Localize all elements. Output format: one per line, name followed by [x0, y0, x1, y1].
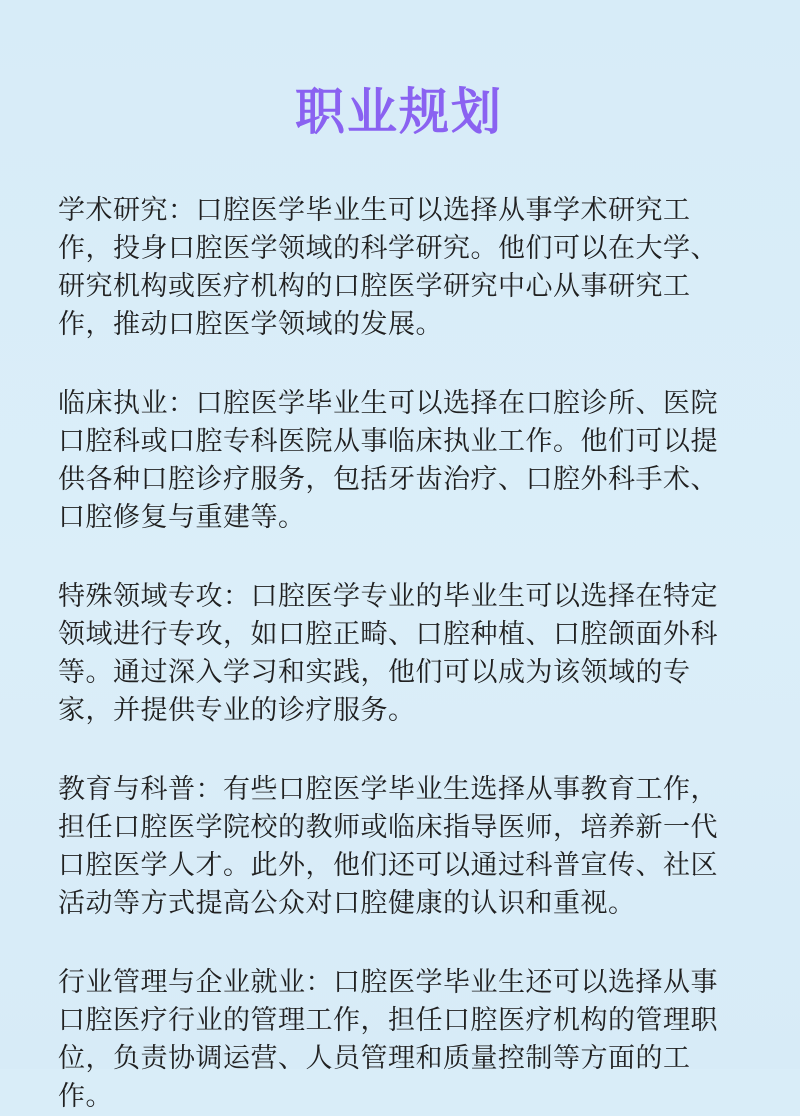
section-academic-research: 学术研究：口腔医学毕业生可以选择从事学术研究工作，投身口腔医学领域的科学研究。他们可以在大学、研究机构或医疗机构的口腔医学研究中心从事研究工作，推动口腔医学领域的发展。 [58, 195, 718, 340]
page-title: 职业规划 [295, 83, 503, 141]
section-specialized-fields: 特殊领域专攻：口腔医学专业的毕业生可以选择在特定领域进行专攻，如口腔正畸、口腔种植、口腔颌面外科等。通过深入学习和实践，他们可以成为该领域的专家，并提供专业的诊疗服务。 [58, 581, 718, 726]
career-content [58, 192, 740, 1116]
section-clinical-practice: 临床执业：口腔医学毕业生可以选择在口腔诊所、医院口腔科或口腔专科医院从事临床执业工作。他们可以提供各种口腔诊疗服务，包括牙齿治疗、口腔外科手术、口腔修复与重建等。 [58, 388, 718, 533]
section-management-employment: 行业管理与企业就业：口腔医学毕业生还可以选择从事口腔医疗行业的管理工作，担任口腔医疗机构的管理职位，负责协调运营、人员管理和质量控制等方面的工作。 [58, 967, 718, 1112]
section-education-outreach: 教育与科普：有些口腔医学毕业生选择从事教育工作，担任口腔医学院校的教师或临床指导医师，培养新一代口腔医学人才。此外，他们还可以通过科普宣传、社区活动等方式提高公众对口腔健康的认识和重视。 [58, 774, 718, 919]
